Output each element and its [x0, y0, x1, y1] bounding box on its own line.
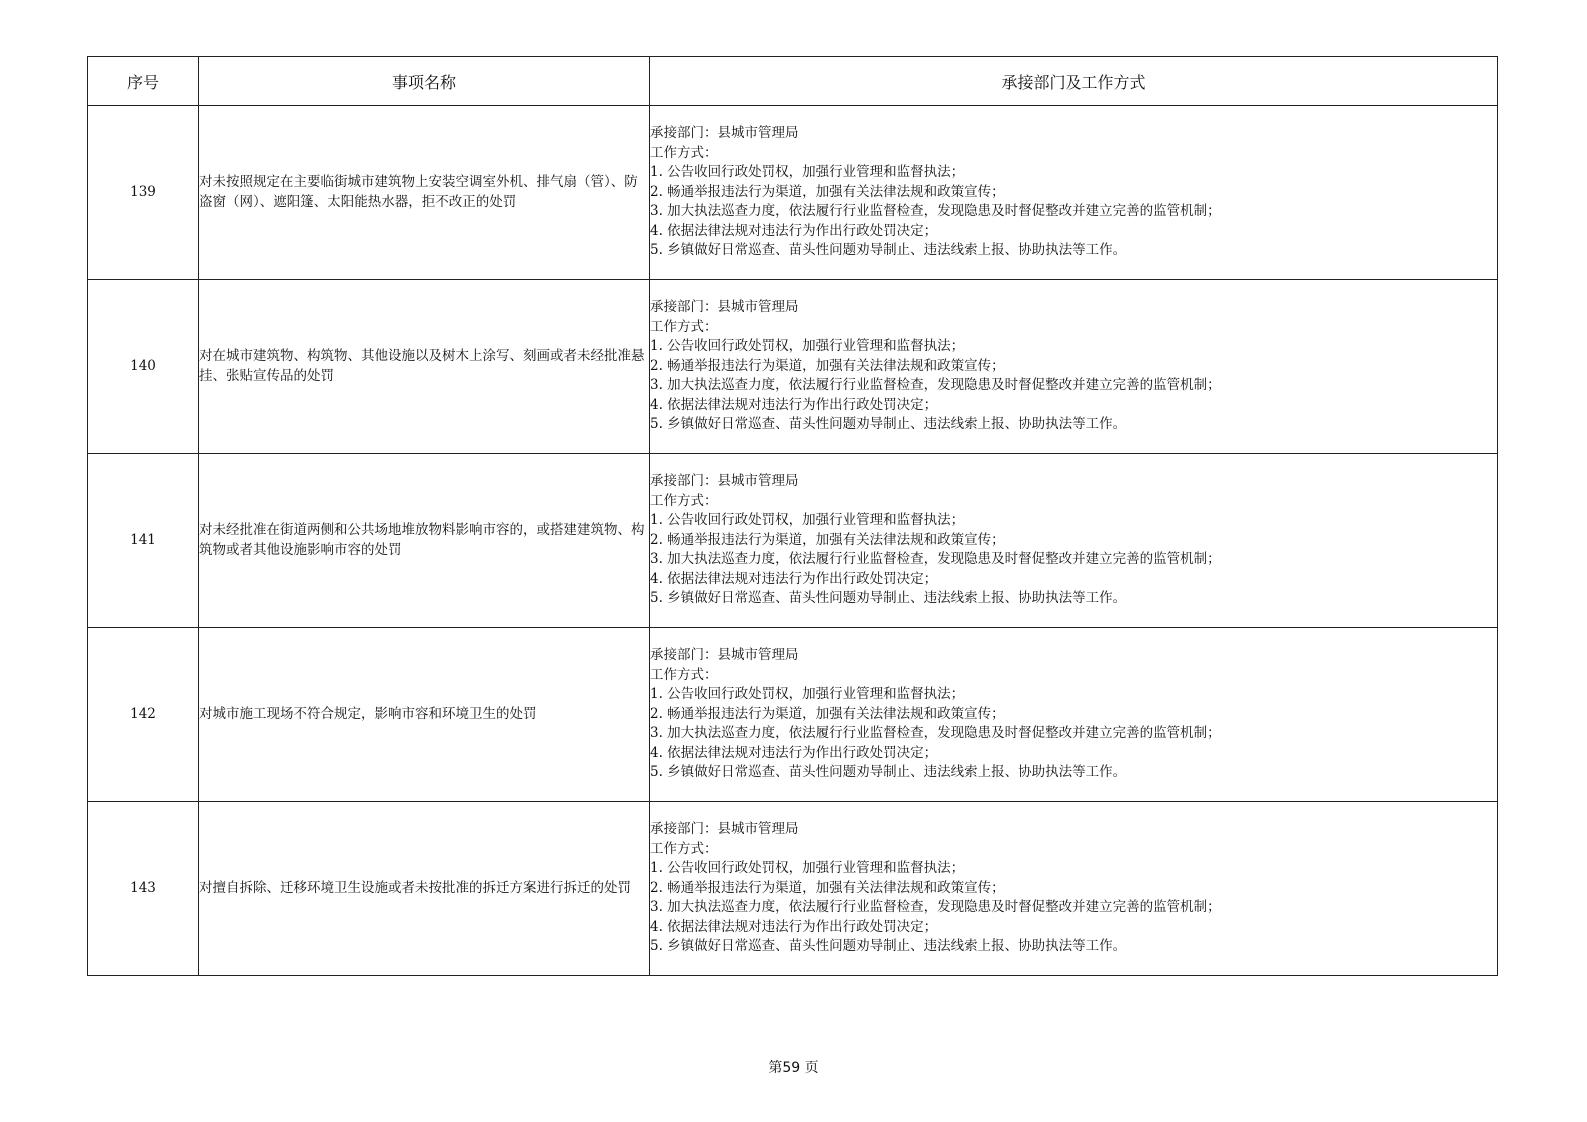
row-seq: 142: [88, 628, 199, 802]
row-item-name: 对在城市建筑物、构筑物、其他设施以及树木上涂写、刻画或者未经批准悬挂、张贴宣传品的处罚: [199, 280, 650, 454]
method-line: 2. 畅通举报违法行为渠道，加强有关法律法规和政策宣传；: [650, 705, 1005, 722]
table-row: [88, 802, 1498, 976]
table-row: [88, 106, 1498, 280]
row-item-name: 对未按照规定在主要临街城市建筑物上安装空调室外机、排气扇（管）、防盗窗（网）、遮阳篷、太阳能热水器，拒不改正的处罚: [199, 106, 650, 280]
method-line: 承接部门：县城市管理局: [650, 647, 799, 664]
table-row: [88, 454, 1498, 628]
method-line: 4. 依据法律法规对违法行为作出行政处罚决定；: [650, 570, 938, 587]
method-line: 3. 加大执法巡查力度，依法履行行业监督检查，发现隐患及时督促整改并建立完善的监管机制；: [650, 377, 1221, 394]
method-line: 承接部门：县城市管理局: [650, 299, 799, 316]
row-item-name: 对擅自拆除、迁移环境卫生设施或者未按批准的拆迁方案进行拆迁的处罚: [199, 802, 650, 976]
method-line: 1. 公告收回行政处罚权，加强行业管理和监督执法；: [650, 512, 965, 529]
row-item-name: 对城市施工现场不符合规定，影响市容和环境卫生的处罚: [199, 628, 650, 802]
method-line: 3. 加大执法巡查力度，依法履行行业监督检查，发现隐患及时督促整改并建立完善的监管机制；: [650, 551, 1221, 568]
page-number: 第59 页: [768, 1060, 819, 1076]
method-line: 2. 畅通举报违法行为渠道，加强有关法律法规和政策宣传；: [650, 183, 1005, 200]
row-seq: 143: [88, 802, 199, 976]
method-line: 4. 依据法律法规对违法行为作出行政处罚决定；: [650, 744, 938, 761]
row-dept-method: [650, 106, 1498, 280]
method-line: 1. 公告收回行政处罚权，加强行业管理和监督执法；: [650, 686, 965, 703]
method-line: 4. 依据法律法规对违法行为作出行政处罚决定；: [650, 918, 938, 935]
method-line: 2. 畅通举报违法行为渠道，加强有关法律法规和政策宣传；: [650, 357, 1005, 374]
row-item-name: 对未经批准在街道两侧和公共场地堆放物料影响市容的，或搭建建筑物、构筑物或者其他设施影响市容的处罚: [199, 454, 650, 628]
method-line: 工作方式：: [650, 144, 718, 161]
method-line: 1. 公告收回行政处罚权，加强行业管理和监督执法；: [650, 338, 965, 355]
table-row: [88, 280, 1498, 454]
method-line: 工作方式：: [650, 492, 718, 509]
method-line: 4. 依据法律法规对违法行为作出行政处罚决定；: [650, 396, 938, 413]
row-dept-method: [650, 280, 1498, 454]
header-seq: 序号: [88, 57, 199, 106]
row-seq: 139: [88, 106, 199, 280]
method-line: 工作方式：: [650, 840, 718, 857]
row-dept-method: [650, 802, 1498, 976]
method-line: 1. 公告收回行政处罚权，加强行业管理和监督执法；: [650, 164, 965, 181]
method-line: 3. 加大执法巡查力度，依法履行行业监督检查，发现隐患及时督促整改并建立完善的监管机制；: [650, 203, 1221, 220]
method-line: 4. 依据法律法规对违法行为作出行政处罚决定；: [650, 222, 938, 239]
method-line: 3. 加大执法巡查力度，依法履行行业监督检查，发现隐患及时督促整改并建立完善的监管机制；: [650, 725, 1221, 742]
row-dept-method: [650, 628, 1498, 802]
method-line: 3. 加大执法巡查力度，依法履行行业监督检查，发现隐患及时督促整改并建立完善的监管机制；: [650, 899, 1221, 916]
table-header-row: [88, 57, 1498, 106]
method-line: 2. 畅通举报违法行为渠道，加强有关法律法规和政策宣传；: [650, 879, 1005, 896]
method-line: 承接部门：县城市管理局: [650, 821, 799, 838]
items-table: [87, 56, 1498, 976]
header-item-name: 事项名称: [199, 57, 650, 106]
header-dept-method: 承接部门及工作方式: [650, 57, 1498, 106]
row-seq: 140: [88, 280, 199, 454]
method-line: 工作方式：: [650, 666, 718, 683]
table-row: [88, 628, 1498, 802]
method-line: 承接部门：县城市管理局: [650, 125, 799, 142]
method-line: 5. 乡镇做好日常巡查、苗头性问题劝导制止、违法线索上报、协助执法等工作。: [650, 416, 1127, 433]
method-line: 1. 公告收回行政处罚权，加强行业管理和监督执法；: [650, 860, 965, 877]
method-line: 承接部门：县城市管理局: [650, 473, 799, 490]
row-dept-method: [650, 454, 1498, 628]
method-line: 5. 乡镇做好日常巡查、苗头性问题劝导制止、违法线索上报、协助执法等工作。: [650, 764, 1127, 781]
row-seq: 141: [88, 454, 199, 628]
method-line: 5. 乡镇做好日常巡查、苗头性问题劝导制止、违法线索上报、协助执法等工作。: [650, 242, 1127, 259]
method-line: 2. 畅通举报违法行为渠道，加强有关法律法规和政策宣传；: [650, 531, 1005, 548]
method-line: 5. 乡镇做好日常巡查、苗头性问题劝导制止、违法线索上报、协助执法等工作。: [650, 938, 1127, 955]
method-line: 5. 乡镇做好日常巡查、苗头性问题劝导制止、违法线索上报、协助执法等工作。: [650, 590, 1127, 607]
method-line: 工作方式：: [650, 318, 718, 335]
